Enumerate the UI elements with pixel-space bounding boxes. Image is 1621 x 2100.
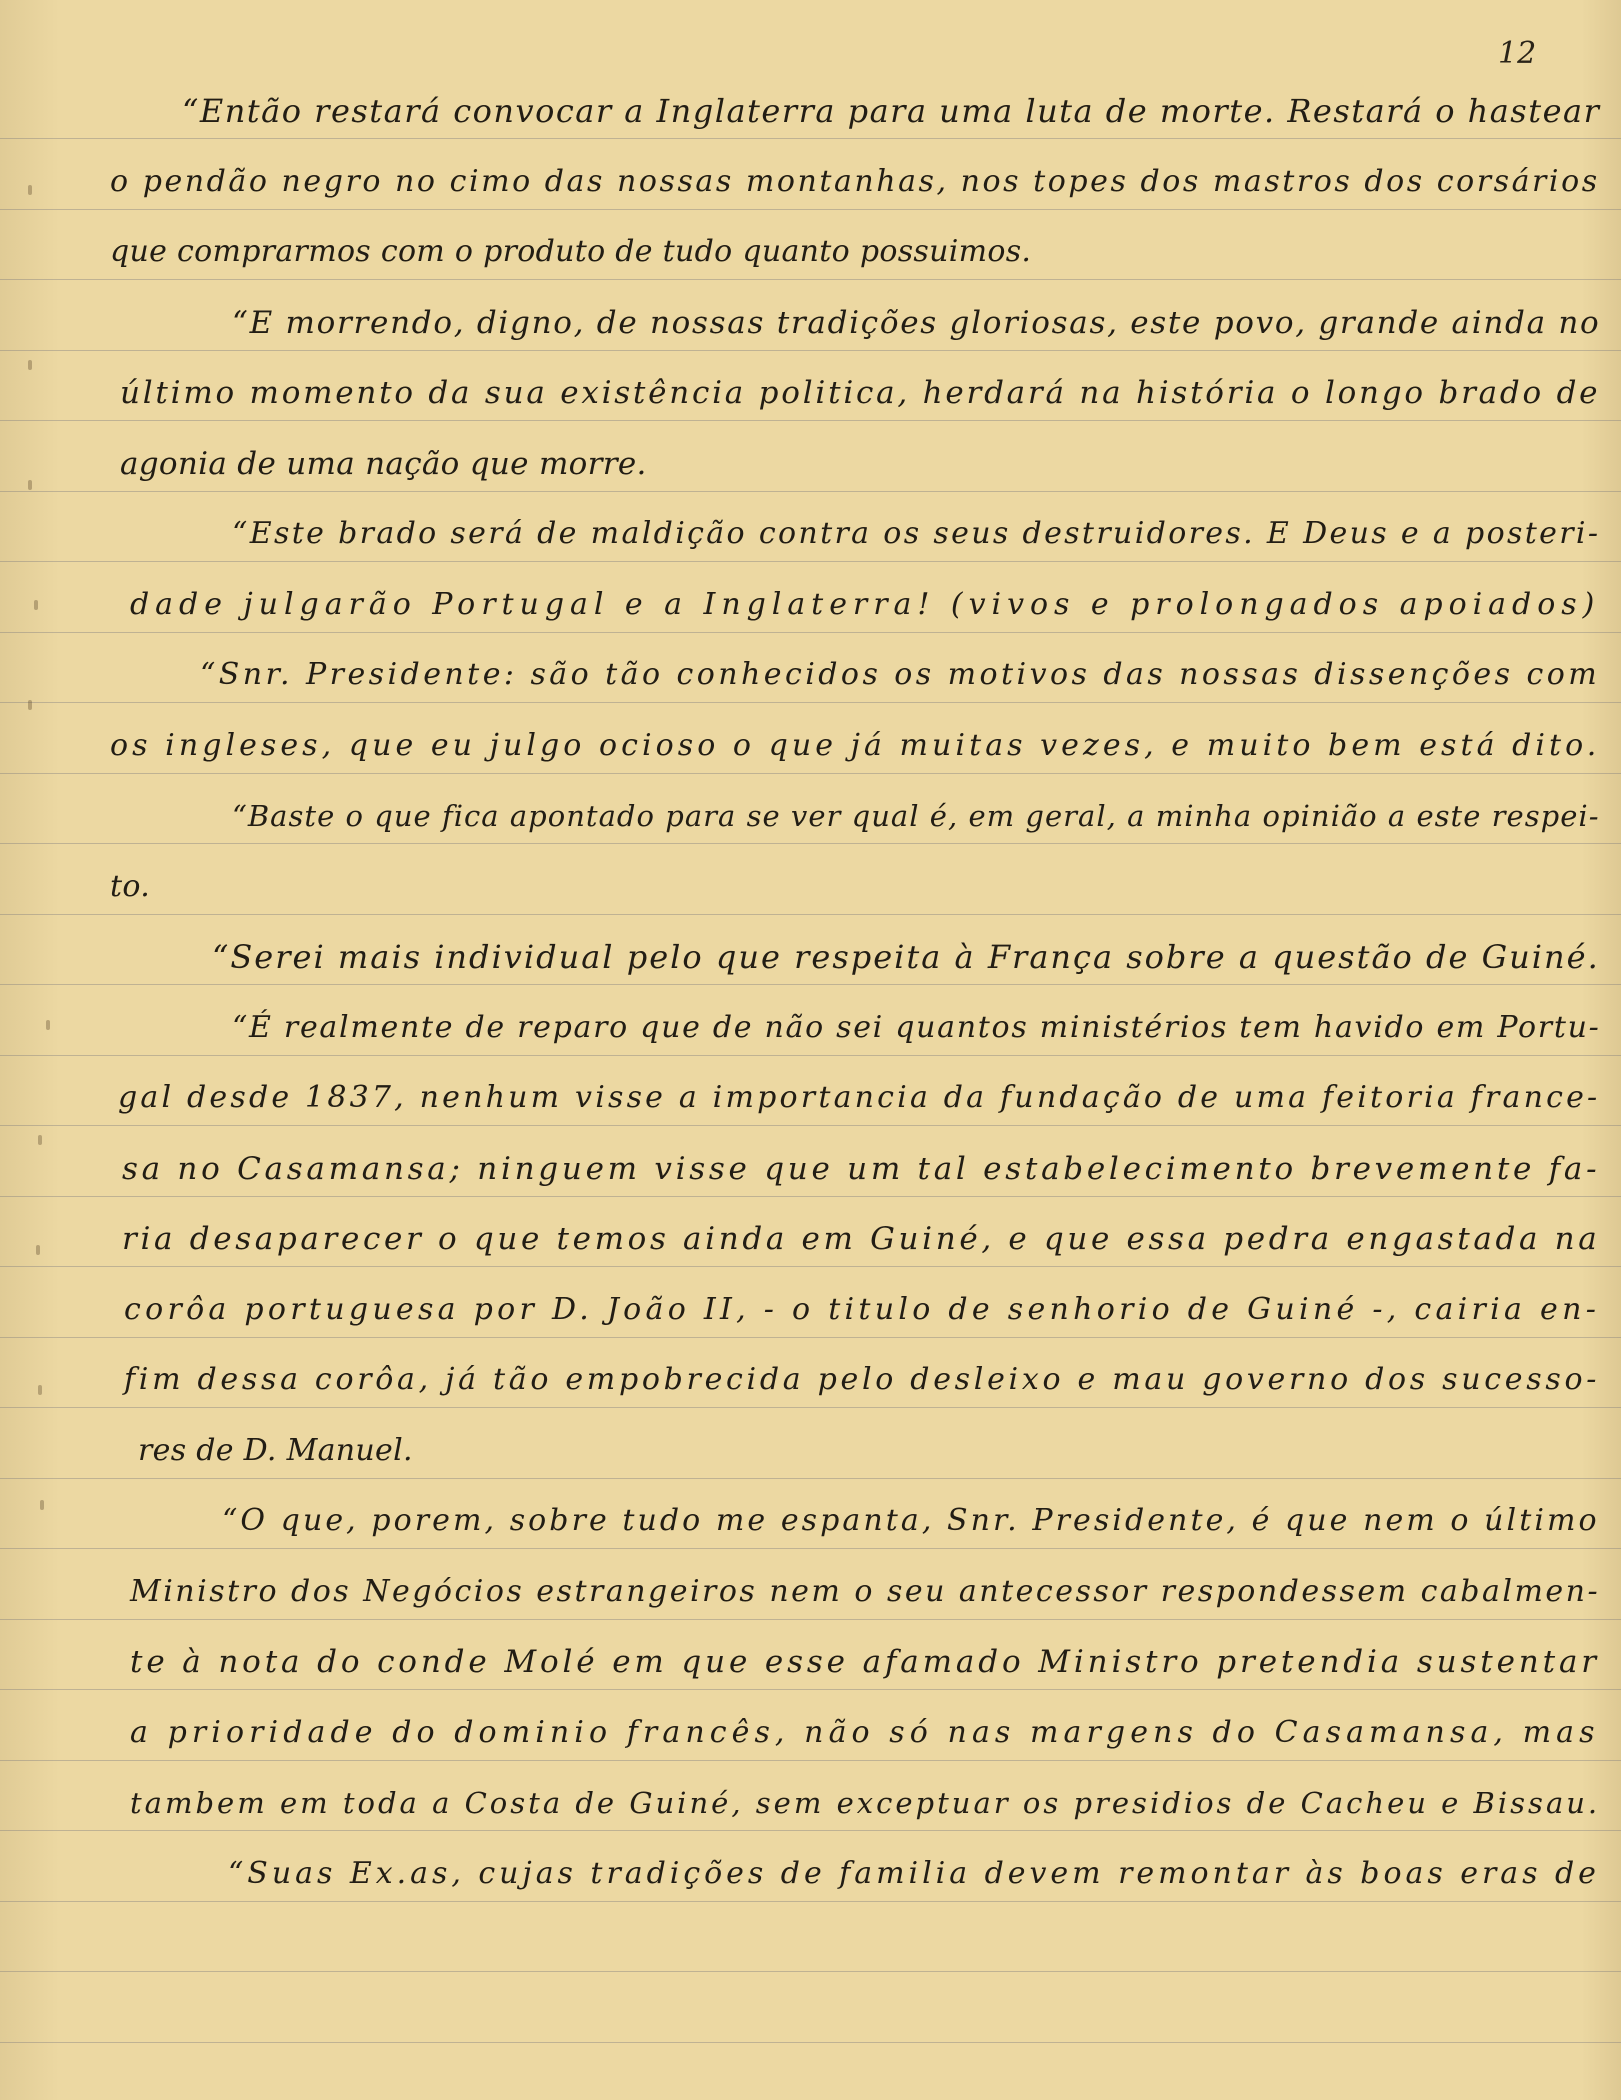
manuscript-line: “Serei mais individual pelo que respeita à França sobre a questão de Guiné. [212, 938, 1600, 976]
ruled-line [0, 1971, 1621, 1972]
manuscript-line: “Suas Ex.as, cujas tradições de familia devem remontar às boas eras de [228, 1855, 1600, 1891]
ruled-line [0, 209, 1621, 210]
manuscript-line: te à nota do conde Molé em que esse afamado Ministro pretendia sustentar [130, 1644, 1600, 1680]
manuscript-line: “Snr. Presidente: são tão conhecidos os motivos das nossas dissenções com [200, 657, 1601, 692]
ruled-line [0, 1689, 1621, 1690]
margin-mark [34, 600, 38, 610]
ruled-line [0, 1619, 1621, 1620]
manuscript-line: “O que, porem, sobre tudo me espanta, Snr. Presidente, é que nem o último [222, 1503, 1600, 1538]
manuscript-line: tambem em toda a Costa de Guiné, sem exceptuar os presidios de Cacheu e Bissau. [130, 1786, 1601, 1820]
ruled-line [0, 702, 1621, 703]
page-number: 12 [1498, 36, 1537, 71]
manuscript-line: o pendão negro no cimo das nossas montanhas, nos topes dos mastros dos corsários [110, 163, 1600, 199]
ruled-line [0, 1266, 1621, 1267]
ruled-line [0, 350, 1621, 351]
manuscript-line: “Então restará convocar a Inglaterra para uma luta de morte. Restará o hastear [182, 92, 1601, 130]
manuscript-line: os ingleses, que eu julgo ocioso o que já muitas vezes, e muito bem está dito. [110, 727, 1601, 763]
manuscript-line: dade julgarão Portugal e a Inglaterra! (vivos e prolongados apoiados) [130, 586, 1601, 622]
ruled-line [0, 279, 1621, 280]
margin-mark [38, 1385, 42, 1395]
margin-mark [28, 360, 32, 370]
ruled-line [0, 984, 1621, 985]
ruled-line [0, 1125, 1621, 1126]
ruled-line [0, 1830, 1621, 1831]
manuscript-line: Ministro dos Negócios estrangeiros nem o seu antecessor respondessem cabalmen- [130, 1573, 1601, 1609]
manuscript-line: último momento da sua existência politica, herdará na história o longo brado de [120, 375, 1601, 411]
margin-mark [40, 1500, 44, 1510]
manuscript-line: gal desde 1837, nenhum visse a importancia da fundação de uma feitoria france- [118, 1080, 1601, 1115]
ruled-line [0, 1196, 1621, 1197]
ruled-line [0, 1760, 1621, 1761]
ruled-line [0, 1478, 1621, 1479]
manuscript-line: que comprarmos com o produto de tudo quanto possuimos. [110, 234, 1032, 269]
ruled-line [0, 491, 1621, 492]
ruled-line [0, 773, 1621, 774]
ruled-line [0, 420, 1621, 421]
manuscript-line: fim dessa corôa, já tão empobrecida pelo desleixo e mau governo dos sucesso- [124, 1362, 1601, 1397]
manuscript-line: corôa portuguesa por D. João II, - o titulo de senhorio de Guiné -, cairia en- [124, 1291, 1601, 1327]
manuscript-line: “Este brado será de maldição contra os seus destruidores. E Deus e a posteri- [232, 516, 1601, 551]
manuscript-line: “Baste o que fica apontado para se ver qual é, em geral, a minha opinião a este respei- [232, 799, 1600, 833]
ruled-line [0, 914, 1621, 915]
manuscript-line: to. [110, 868, 151, 904]
margin-mark [28, 700, 32, 710]
ruled-line [0, 632, 1621, 633]
margin-mark [28, 480, 32, 490]
manuscript-line: “É realmente de reparo que de não sei quantos ministérios tem havido em Portu- [232, 1009, 1601, 1045]
ruled-line [0, 2042, 1621, 2043]
ruled-line [0, 1548, 1621, 1549]
manuscript-line: sa no Casamansa; ninguem visse que um tal estabelecimento brevemente fa- [122, 1150, 1601, 1187]
margin-mark [28, 185, 32, 195]
ruled-line [0, 138, 1621, 139]
manuscript-line: ria desaparecer o que temos ainda em Guiné, e que essa pedra engastada na [122, 1221, 1601, 1257]
ruled-line [0, 561, 1621, 562]
ruled-line [0, 843, 1621, 844]
ruled-line [0, 1901, 1621, 1902]
margin-mark [46, 1020, 50, 1030]
ruled-line [0, 1337, 1621, 1338]
manuscript-line: a prioridade do dominio francês, não só nas margens do Casamansa, mas [130, 1714, 1600, 1750]
margin-mark [38, 1135, 42, 1145]
ruled-line [0, 1407, 1621, 1408]
ruled-line [0, 1055, 1621, 1056]
manuscript-line: res de D. Manuel. [138, 1432, 413, 1468]
manuscript-line: “E morrendo, digno, de nossas tradições gloriosas, este povo, grande ainda no [232, 304, 1601, 341]
manuscript-line: agonia de uma nação que morre. [120, 445, 647, 482]
margin-mark [36, 1245, 40, 1255]
